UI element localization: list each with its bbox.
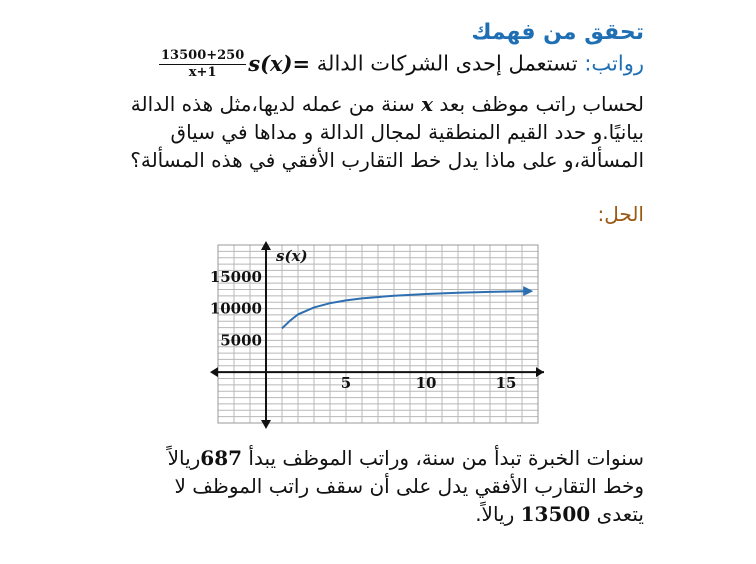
function-graph (208, 240, 548, 430)
function-name: s(x)= (248, 50, 311, 76)
x-tick-label: 10 (415, 374, 437, 393)
curve-arrowhead (523, 286, 533, 296)
function-fraction (159, 48, 246, 81)
solution-label: الحل: (597, 202, 644, 226)
answer-line-2: وخط التقارب الأفقي يدل على أن سقف راتب الموظف لا (174, 474, 644, 498)
problem-body (104, 90, 644, 174)
answer-text (104, 444, 644, 528)
x-axis-arrow-right (536, 367, 544, 377)
starting-salary-value: 687 (200, 446, 243, 470)
variable-x: x (421, 92, 433, 116)
function-curve (282, 291, 525, 328)
graph-tick-labels (210, 268, 517, 392)
fraction-numerator: 13500+250 (161, 48, 245, 63)
answer-line-3 (104, 500, 644, 528)
problem-body-part2: سنة من عمله لديها،مثل هذه الدالة بيانيًا.و حدد القيم المنطقية لمجال الدالة و مداها في سياق المسألة،و على ماذا يدل خط التقارب الأفقي في هذه المسألة؟ (130, 92, 644, 172)
answer-line-1 (104, 444, 644, 472)
x-tick-label: 15 (495, 374, 517, 393)
problem-intro: تستعمل إحدى الشركات الدالة (316, 51, 578, 76)
answer-line3-text: يتعدى (596, 502, 644, 526)
y-tick-label: 5000 (220, 331, 262, 350)
answer-currency-1: ريالاً (167, 446, 201, 470)
problem-body-part1: لحساب راتب موظف بعد (439, 92, 644, 116)
salary-ceiling-value: 13500 (520, 502, 591, 526)
problem-statement-line (104, 48, 644, 81)
fraction-denominator: x+1 (188, 65, 217, 80)
y-axis-label: s(x) (276, 247, 308, 265)
x-tick-label: 5 (340, 374, 352, 393)
y-tick-label: 10000 (209, 299, 262, 318)
y-tick-label: 15000 (209, 267, 262, 286)
y-axis-arrow-down (261, 420, 271, 429)
answer-currency-2: ريالاً. (475, 502, 515, 526)
answer-line1-text: سنوات الخبرة تبدأ من سنة، وراتب الموظف يبدأ (248, 446, 644, 470)
problem-label: رواتب: (584, 51, 644, 76)
x-axis-arrow-left (210, 367, 218, 377)
section-heading: تحقق من فهمك (471, 20, 644, 45)
